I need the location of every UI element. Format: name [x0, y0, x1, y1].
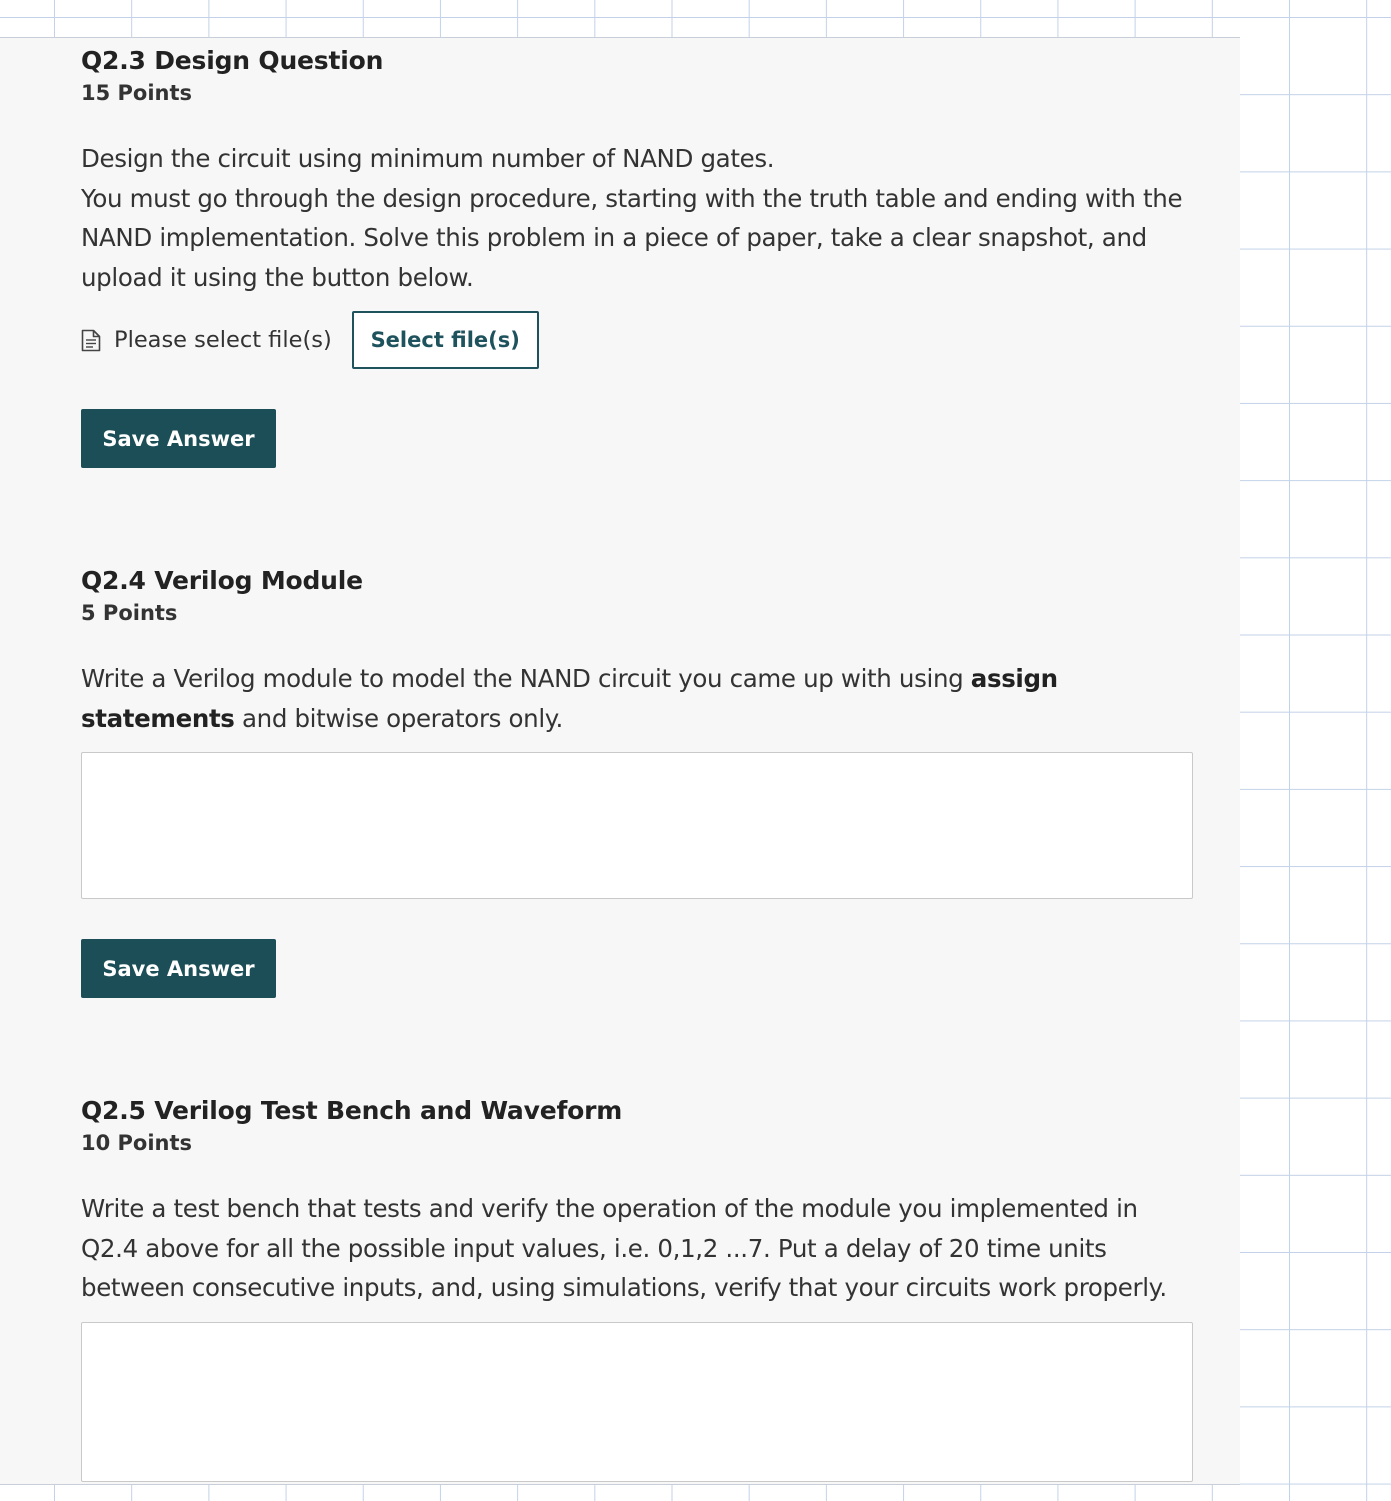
document-icon — [81, 329, 101, 352]
prompt-line — [81, 659, 1193, 738]
question-title: Q2.3 Design Question — [81, 46, 384, 75]
prompt-line: Write a test bench that tests and verify the operation of the module you implemented in Q2.4 above for all the possible input values, i.e. 0,1,2 ...7. Put a delay of 20 time units between consecutive inputs, and, using simulations, verify that your circuits work properly. — [81, 1194, 1167, 1302]
question-2-5 — [81, 1095, 1193, 1482]
question-points: 10 Points — [81, 1131, 193, 1155]
save-answer-button[interactable]: Save Answer — [81, 409, 276, 468]
save-answer-button[interactable]: Save Answer — [81, 939, 276, 998]
file-status-label: Please select file(s) — [114, 327, 332, 353]
question-prompt — [81, 659, 1193, 738]
answer-textarea[interactable] — [81, 752, 1193, 899]
prompt-line: Design the circuit using minimum number of NAND gates. — [81, 144, 775, 173]
question-2-4 — [81, 565, 1193, 998]
question-points: 15 Points — [81, 81, 193, 105]
prompt-text: Write a Verilog module to model the NAND circuit you came up with using — [81, 664, 971, 693]
answer-textarea[interactable] — [81, 1322, 1193, 1482]
prompt-emphasis: assign statements — [81, 664, 1058, 733]
question-title: Q2.4 Verilog Module — [81, 566, 363, 595]
prompt-line: You must go through the design procedure, starting with the truth table and ending with the NAND implementation. Solve this problem in a piece of paper, take a clear snapshot, and upload it using the button below. — [81, 183, 1183, 292]
question-prompt — [81, 1189, 1193, 1308]
question-points: 5 Points — [81, 601, 178, 625]
question-2-3 — [81, 45, 1193, 468]
prompt-text: and bitwise operators only. — [234, 703, 563, 733]
question-prompt — [81, 139, 1193, 297]
question-title: Q2.5 Verilog Test Bench and Waveform — [81, 1096, 623, 1125]
file-upload-row — [81, 311, 1193, 369]
select-files-button[interactable]: Select file(s) — [352, 311, 539, 369]
questions-panel — [0, 37, 1240, 1485]
